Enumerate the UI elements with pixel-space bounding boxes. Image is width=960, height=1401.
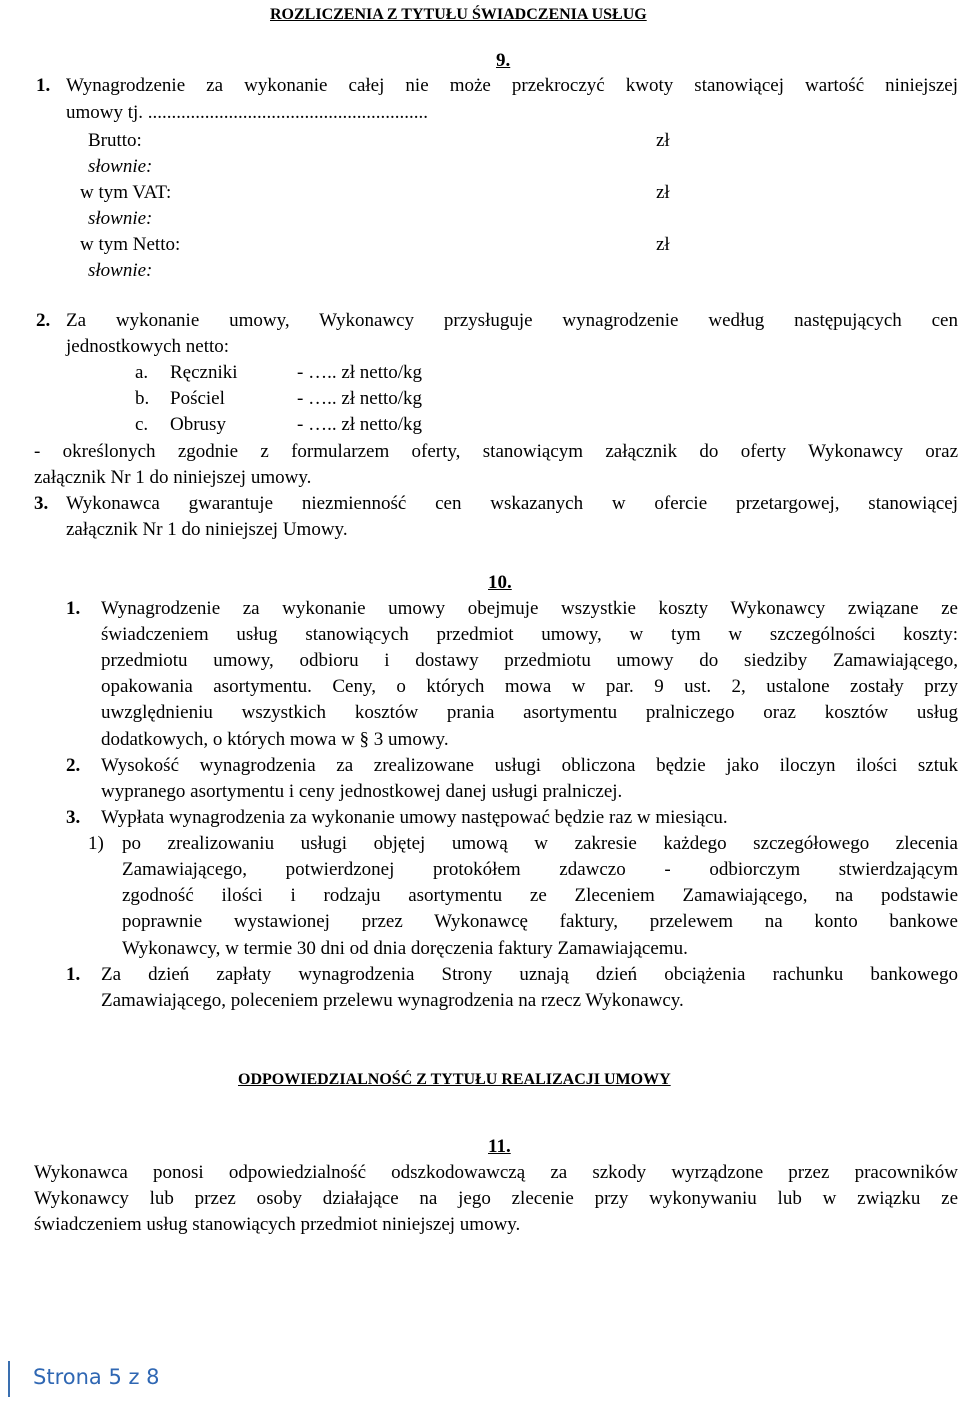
- list-item-letter: c.: [135, 414, 149, 435]
- text-line: umowy tj. ...........................................................: [66, 102, 429, 123]
- point-number: 3.: [66, 807, 81, 828]
- page-number: Strona 5 z 8: [33, 1365, 160, 1389]
- text-line: Wykonawcy lub przez osoby działające na jego zlecenie przy wykonywaniu lub w związku ze: [34, 1188, 958, 1209]
- point-number: 1.: [36, 75, 51, 96]
- text-line: Za dzień zapłaty wynagrodzenia Strony uznają dzień obciążenia rachunku bankowego: [101, 964, 958, 985]
- paragraph-11-title: 11.: [488, 1136, 511, 1157]
- slownie-label: słownie:: [88, 208, 153, 229]
- brutto-label: Brutto:: [88, 130, 142, 151]
- footer-divider: [8, 1361, 10, 1397]
- text-line: - określonych zgodnie z formularzem oferty, stanowiącym załącznik do oferty Wykonawcy oraz: [34, 441, 958, 462]
- list-item-price: - ….. zł netto/kg: [297, 362, 423, 383]
- point-number: 2.: [36, 310, 51, 331]
- list-item-price: - ….. zł netto/kg: [297, 414, 423, 435]
- text-line: świadczeniem usług stanowiących przedmiot umowy, w tym w szczególności koszty:: [101, 624, 958, 645]
- currency-unit: zł: [656, 234, 670, 255]
- paragraph-9-title: 9.: [496, 50, 511, 71]
- text-line: Zamawiającego, poleceniem przelewu wynagrodzenia na rzecz Wykonawcy.: [101, 990, 684, 1011]
- text-line: poprawnie wystawionej przez Wykonawcę faktury, przelewem na konto bankowe: [122, 911, 958, 932]
- slownie-label: słownie:: [88, 260, 153, 281]
- text-line: Zamawiającego, potwierdzonej protokółem zdawczo - odbiorczym stwierdzającym: [122, 859, 958, 880]
- text-line: Wynagrodzenie za wykonanie umowy obejmuje wszystkie koszty Wykonawcy związane ze: [101, 598, 958, 619]
- netto-label: w tym Netto:: [80, 234, 181, 255]
- list-item-name: Obrusy: [170, 414, 226, 435]
- text-line: jednostkowych netto:: [66, 336, 230, 357]
- text-line: uwzględnieniu wszystkich kosztów prania asortymentu pralniczego oraz kosztów usług: [101, 702, 958, 723]
- point-number: 1.: [66, 964, 81, 985]
- point-number: 2.: [66, 755, 81, 776]
- vat-label: w tym VAT:: [80, 182, 172, 203]
- text-line: Wykonawca ponosi odpowiedzialność odszkodowawczą za szkody wyrządzone przez pracowników: [34, 1162, 958, 1183]
- text-line: dodatkowych, o których mowa w § 3 umowy.: [101, 729, 449, 750]
- section-heading-rozliczenia: ROZLICZENIA Z TYTUŁU ŚWIADCZENIA USŁUG: [270, 6, 647, 23]
- text-line: Wysokość wynagrodzenia za zrealizowane usługi obliczona będzie jako iloczyn ilości sztuk: [101, 755, 958, 776]
- text-line: wypranego asortymentu i ceny jednostkowej danej usługi pralniczej.: [101, 781, 623, 802]
- text-line: zgodność ilości i rodzaju asortymentu ze Zleceniem Zamawiającego, na podstawie: [122, 885, 958, 906]
- point-number: 3.: [34, 493, 49, 514]
- text-line: po zrealizowaniu usługi objętej umową w zakresie każdego szczegółowego zlecenia: [122, 833, 958, 854]
- section-heading-odpowiedzialnosc: ODPOWIEDZIALNOŚĆ Z TYTUŁU REALIZACJI UMOWY: [238, 1071, 671, 1088]
- text-line: opakowania asortymentu. Ceny, o których mowa w par. 9 ust. 2, ustalone zostały przy: [101, 676, 958, 697]
- list-item-name: Ręczniki: [170, 362, 238, 383]
- text-line: Wykonawca gwarantuje niezmienność cen wskazanych w ofercie przetargowej, stanowiącej: [66, 493, 958, 514]
- text-line: załącznik Nr 1 do niniejszej umowy.: [34, 467, 312, 488]
- text-line: załącznik Nr 1 do niniejszej Umowy.: [66, 519, 348, 540]
- list-item-price: - ….. zł netto/kg: [297, 388, 423, 409]
- text-line: Wypłata wynagrodzenia za wykonanie umowy następować będzie raz w miesiącu.: [101, 807, 728, 828]
- list-item-name: Pościel: [170, 388, 225, 409]
- list-item-letter: a.: [135, 362, 149, 383]
- slownie-label: słownie:: [88, 156, 153, 177]
- point-number: 1.: [66, 598, 81, 619]
- text-line: Wykonawcy, w termie 30 dni od dnia doręczenia faktury Zamawiającemu.: [122, 938, 688, 959]
- paragraph-10-title: 10.: [488, 572, 512, 593]
- currency-unit: zł: [656, 130, 670, 151]
- sub-point-number: 1): [88, 833, 104, 854]
- text-line: Wynagrodzenie za wykonanie całej nie może przekroczyć kwoty stanowiącej wartość niniejszej: [66, 75, 958, 96]
- text-line: świadczeniem usług stanowiących przedmiot niniejszej umowy.: [34, 1214, 521, 1235]
- list-item-letter: b.: [135, 388, 150, 409]
- text-line: Za wykonanie umowy, Wykonawcy przysługuje wynagrodzenie według następujących cen: [66, 310, 958, 331]
- text-line: przedmiotu umowy, odbioru i dostawy przedmiotu umowy do siedziby Zamawiającego,: [101, 650, 958, 671]
- currency-unit: zł: [656, 182, 670, 203]
